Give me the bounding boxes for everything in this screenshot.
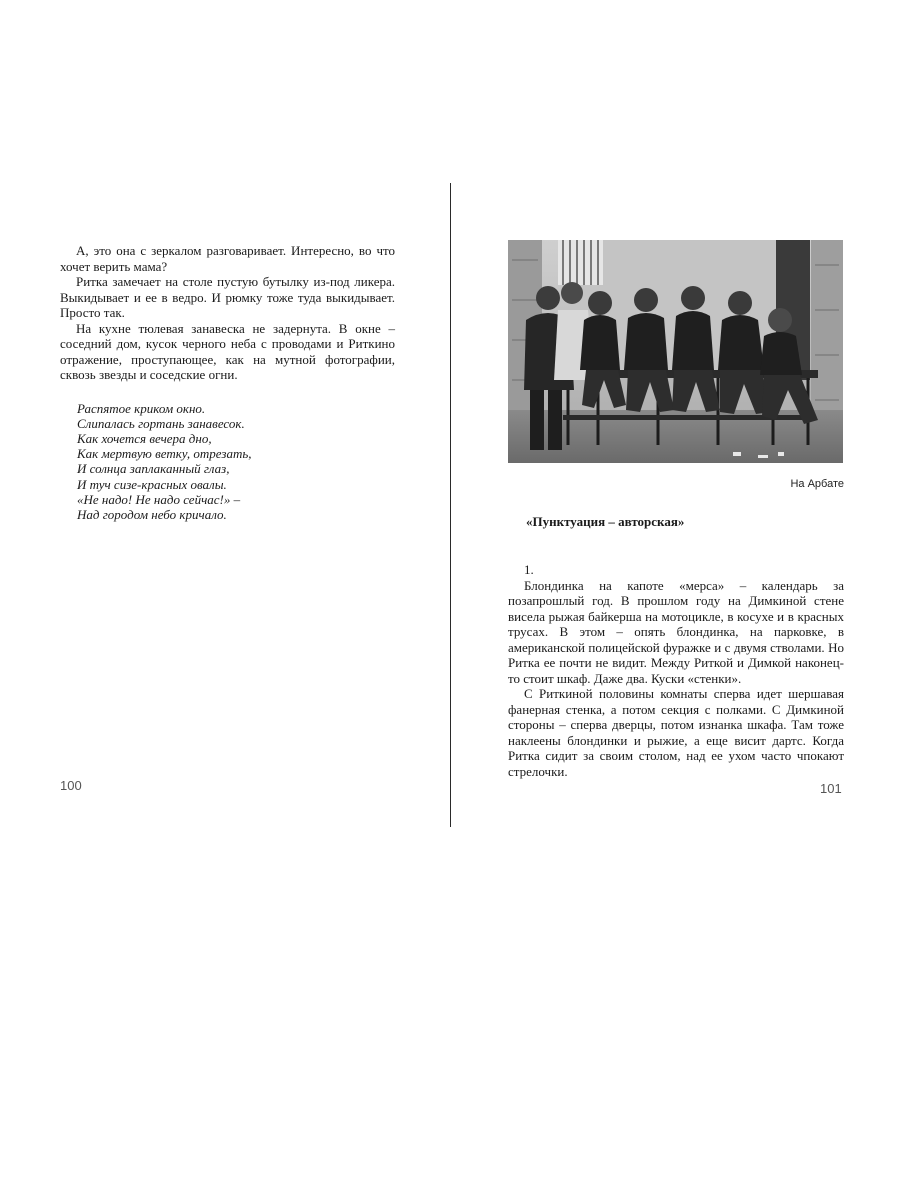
poem-line: И солнца заплаканный глаз, <box>77 461 230 477</box>
paragraph: Ритка замечает на столе пустую бутылку из-под ликера. Выкидывает и ее в ведро. И рюмку тоже туда выкидывает. Просто так. <box>60 274 395 320</box>
paragraph: Блондинка на капоте «мерса» – календарь за позапрошлый год. В прошлом году на Димкиной стене висела рыжая байкерша на мотоцикле, в косухе и в красных трусах. В этом – опять блондинка, на парковке, в американской полицейской фуражке и с двумя стволами. Но Ритка ее почти не видит. Между Риткой и Димкой наконец-то стоит шкаф. Даже два. Куски «стенки». <box>508 577 844 686</box>
paragraph: На кухне тюлевая занавеска не задернута. В окне – соседний дом, кусок черного неба с проводами и Риткино отражение, проступающее, как на мутной фотографии, сквозь звезды и соседские огни. <box>60 320 395 382</box>
poem-line: Как мертвую ветку, отрезать, <box>77 446 252 462</box>
poem <box>77 401 395 523</box>
left-page <box>60 243 395 522</box>
page-number-right: 101 <box>820 781 842 796</box>
poem-line: Слипалась гортань занавесок. <box>77 415 245 431</box>
photo-caption: На Арбате <box>790 478 844 490</box>
poem-line: Над городом небо кричало. <box>77 506 227 522</box>
paragraph: С Риткиной половины комнаты сперва идет шершавая фанерная стенка, а потом секция с полками. С Димкиной стороны – сперва дверцы, потом изнанка шкафа. Там тоже наклеены блондинки и рыжие, а еще висит дартс. Когда Ритка сидит за своим столом, над ее ухом часто чпокают стрелочки. <box>508 686 844 779</box>
poem-line: Как хочется вечера дно, <box>77 430 212 446</box>
page-gutter-line <box>450 183 451 827</box>
chapter-title: «Пунктуация – авторская» <box>526 514 685 529</box>
paragraph: А, это она с зеркалом разговаривает. Интересно, во что хочет верить мама? <box>60 243 395 274</box>
poem-line: «Не надо! Не надо сейчас!» – <box>77 491 241 507</box>
photograph <box>508 240 843 463</box>
poem-line: И туч сизе-красных овалы. <box>77 476 227 492</box>
right-page <box>508 240 844 779</box>
section-number: 1. <box>524 562 534 577</box>
page-number-left: 100 <box>60 778 82 793</box>
poem-line: Распятое криком окно. <box>77 400 206 416</box>
